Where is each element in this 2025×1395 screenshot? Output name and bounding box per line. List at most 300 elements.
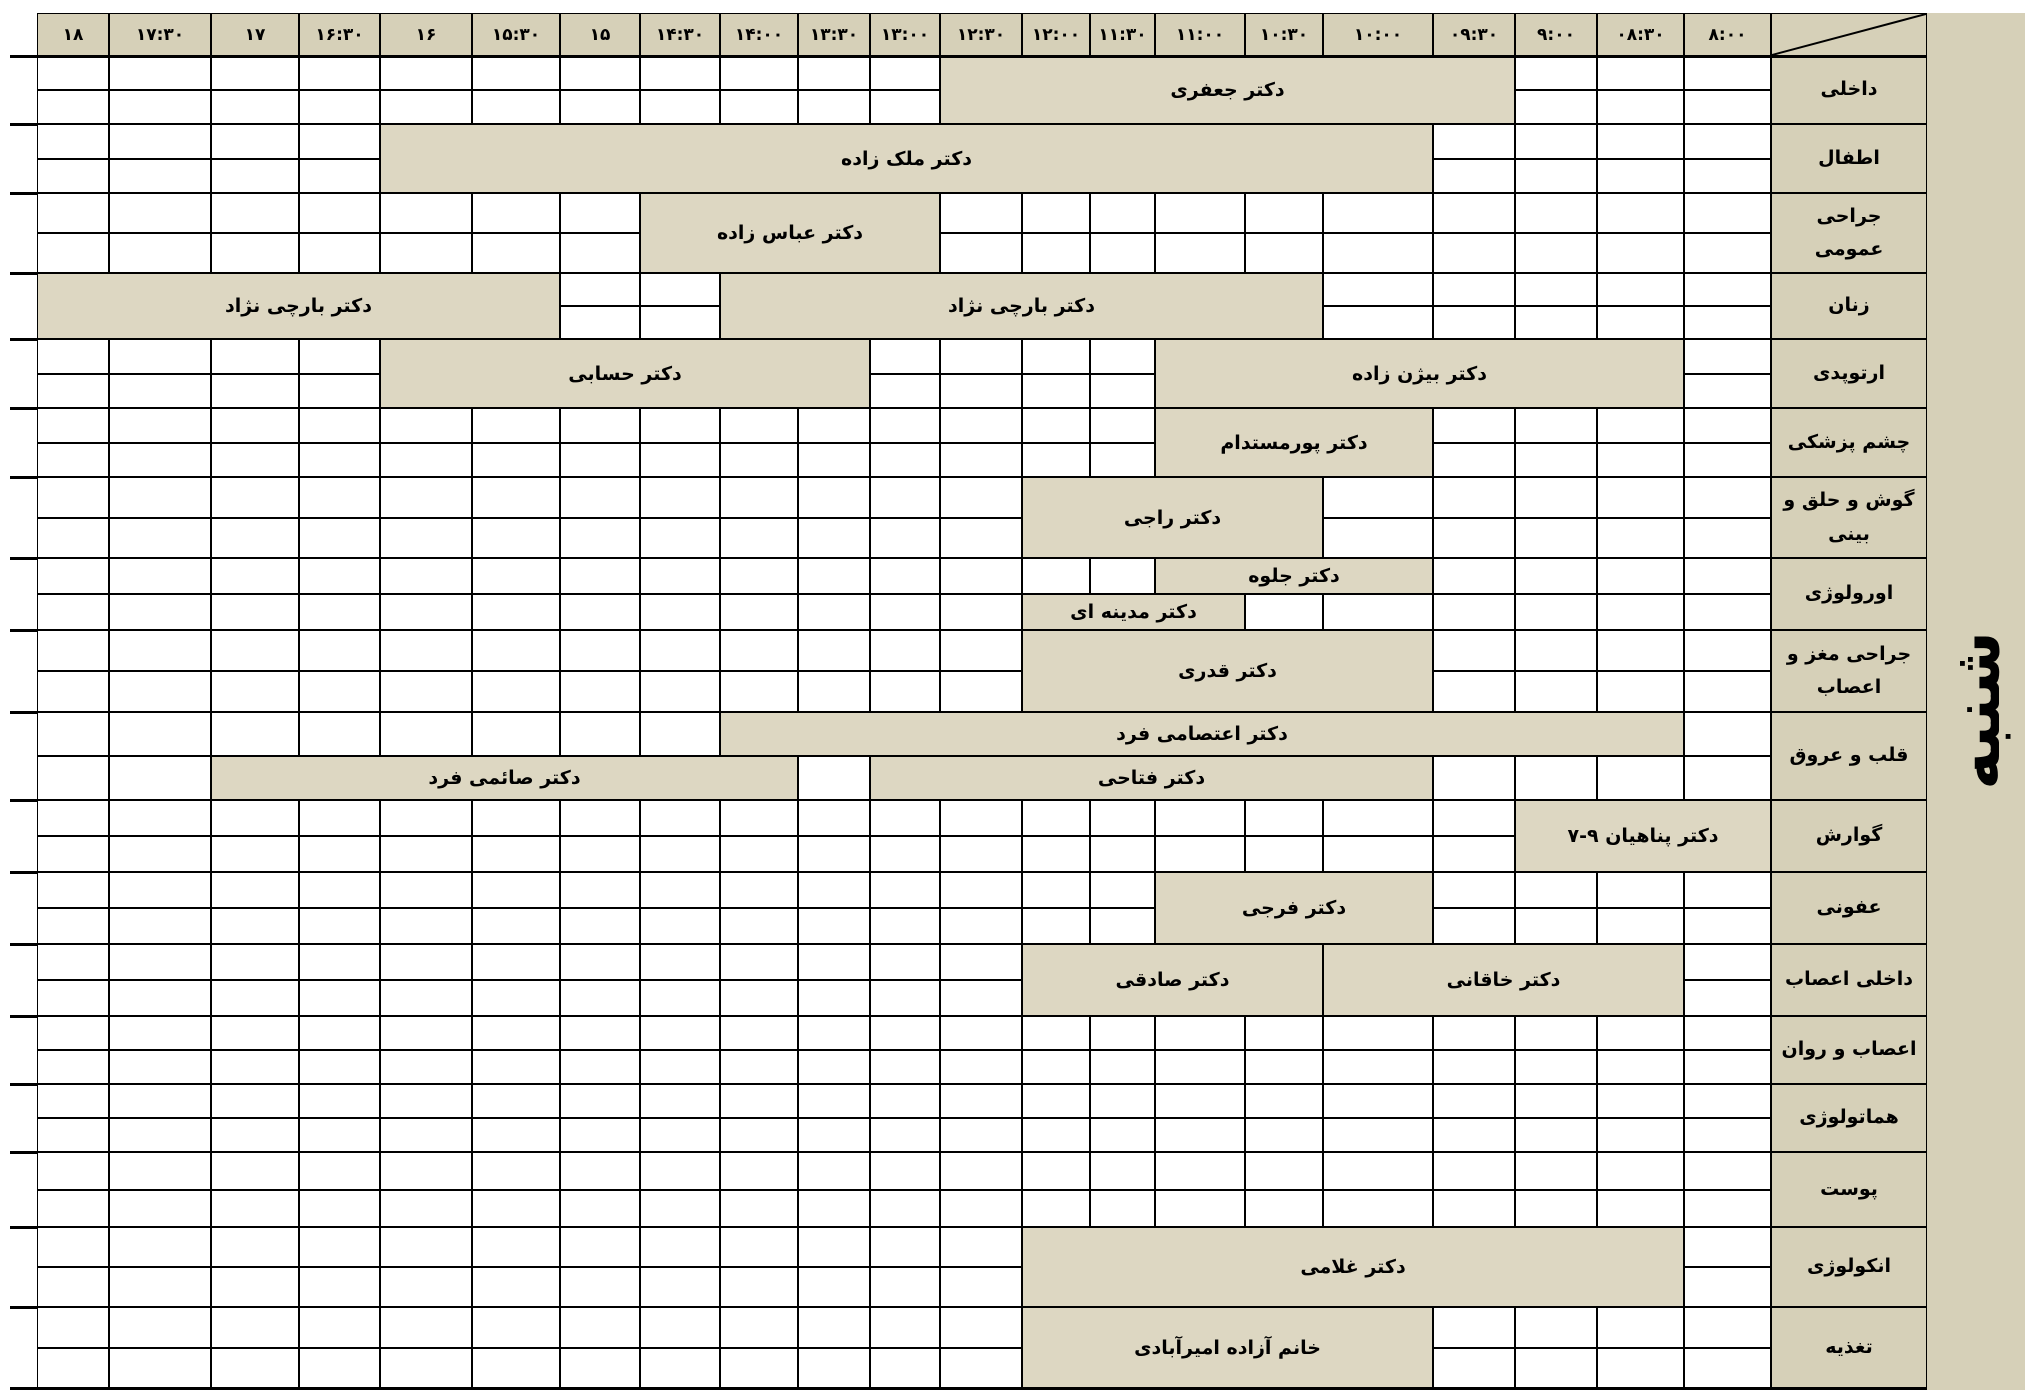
schedule-cell xyxy=(211,558,299,594)
schedule-cell xyxy=(299,1267,380,1307)
time-header: ۱۸ xyxy=(37,13,109,56)
schedule-cell xyxy=(1684,1118,1771,1152)
schedule-cell xyxy=(1155,1084,1245,1118)
schedule-cell xyxy=(720,1084,798,1118)
schedule-cell xyxy=(560,443,640,477)
schedule-cell xyxy=(1684,374,1771,408)
time-header: ۱۳:۳۰ xyxy=(798,13,870,56)
schedule-cell xyxy=(940,1118,1022,1152)
schedule-cell xyxy=(299,908,380,944)
doctor-session: دکتر پناهیان ۹-۷ xyxy=(1515,800,1771,872)
schedule-cell xyxy=(1155,1152,1245,1190)
schedule-cell xyxy=(1515,1307,1597,1348)
schedule-cell xyxy=(1090,1190,1155,1227)
schedule-cell xyxy=(1090,233,1155,273)
schedule-cell xyxy=(37,518,109,558)
schedule-cell xyxy=(1090,1050,1155,1084)
schedule-cell xyxy=(940,1348,1022,1388)
schedule-cell xyxy=(472,90,560,124)
schedule-cell xyxy=(720,800,798,836)
schedule-cell xyxy=(940,1050,1022,1084)
schedule-cell xyxy=(940,558,1022,594)
department-label: عفونی xyxy=(1771,872,1927,944)
schedule-cell xyxy=(940,1016,1022,1050)
schedule-cell xyxy=(1597,159,1684,193)
schedule-cell xyxy=(560,1227,640,1267)
schedule-cell xyxy=(1245,1016,1323,1050)
schedule-cell xyxy=(1515,124,1597,159)
schedule-cell xyxy=(1515,1190,1597,1227)
time-header: ۱۵:۳۰ xyxy=(472,13,560,56)
schedule-cell xyxy=(37,1348,109,1388)
schedule-cell xyxy=(472,908,560,944)
schedule-cell xyxy=(640,800,720,836)
schedule-cell xyxy=(1323,193,1433,233)
schedule-cell xyxy=(472,1227,560,1267)
schedule-cell xyxy=(720,518,798,558)
schedule-cell xyxy=(560,477,640,518)
schedule-cell xyxy=(380,836,472,872)
schedule-cell xyxy=(1245,1118,1323,1152)
schedule-cell xyxy=(640,1118,720,1152)
schedule-cell xyxy=(940,872,1022,908)
schedule-cell xyxy=(299,408,380,443)
department-label: چشم پزشکی xyxy=(1771,408,1927,477)
schedule-cell xyxy=(720,872,798,908)
schedule-cell xyxy=(109,558,211,594)
schedule-cell xyxy=(870,443,940,477)
schedule-cell xyxy=(299,1152,380,1190)
schedule-cell xyxy=(380,944,472,980)
schedule-cell xyxy=(109,1267,211,1307)
schedule-cell xyxy=(109,1190,211,1227)
schedule-cell xyxy=(560,56,640,90)
schedule-cell xyxy=(940,1307,1022,1348)
schedule-cell xyxy=(1597,594,1684,630)
time-header: ۱۰:۳۰ xyxy=(1245,13,1323,56)
schedule-cell xyxy=(1022,1190,1090,1227)
department-label: هماتولوژی xyxy=(1771,1084,1927,1152)
schedule-cell xyxy=(560,1118,640,1152)
schedule-cell xyxy=(870,1152,940,1190)
schedule-cell xyxy=(37,1190,109,1227)
schedule-cell xyxy=(1597,56,1684,90)
schedule-cell xyxy=(37,756,109,800)
department-label: اطفال xyxy=(1771,124,1927,193)
schedule-cell xyxy=(1515,1050,1597,1084)
schedule-cell xyxy=(940,518,1022,558)
schedule-cell xyxy=(211,1084,299,1118)
schedule-cell xyxy=(1433,1348,1515,1388)
schedule-cell xyxy=(1433,408,1515,443)
schedule-cell xyxy=(37,159,109,193)
schedule-cell xyxy=(1323,594,1433,630)
schedule-cell xyxy=(1515,443,1597,477)
schedule-cell xyxy=(211,193,299,233)
schedule-cell xyxy=(299,477,380,518)
schedule-cell xyxy=(1245,233,1323,273)
schedule-cell xyxy=(940,594,1022,630)
schedule-cell xyxy=(299,1227,380,1267)
schedule-cell xyxy=(37,1307,109,1348)
schedule-cell xyxy=(211,980,299,1016)
schedule-cell xyxy=(870,558,940,594)
schedule-cell xyxy=(37,124,109,159)
doctor-session: دکتر صادقی xyxy=(1022,944,1323,1016)
schedule-cell xyxy=(1684,477,1771,518)
schedule-cell xyxy=(720,1267,798,1307)
schedule-cell xyxy=(798,1118,870,1152)
schedule-cell xyxy=(798,908,870,944)
schedule-cell xyxy=(640,1050,720,1084)
schedule-cell xyxy=(1684,872,1771,908)
schedule-cell xyxy=(299,1307,380,1348)
schedule-cell xyxy=(1515,671,1597,712)
schedule-cell xyxy=(472,477,560,518)
schedule-cell xyxy=(940,233,1022,273)
department-label: انکولوژی xyxy=(1771,1227,1927,1307)
schedule-cell xyxy=(472,671,560,712)
schedule-cell xyxy=(37,443,109,477)
schedule-cell xyxy=(299,980,380,1016)
schedule-cell xyxy=(1597,908,1684,944)
schedule-cell xyxy=(940,339,1022,374)
schedule-cell xyxy=(109,1118,211,1152)
schedule-cell xyxy=(1022,836,1090,872)
time-header: ۱۱:۰۰ xyxy=(1155,13,1245,56)
schedule-cell xyxy=(1433,306,1515,339)
schedule-cell xyxy=(1515,594,1597,630)
schedule-cell xyxy=(211,124,299,159)
schedule-cell xyxy=(472,193,560,233)
doctor-session: دکتر بیژن زاده xyxy=(1155,339,1684,408)
department-label: زنان xyxy=(1771,273,1927,339)
schedule-cell xyxy=(1433,1190,1515,1227)
schedule-cell xyxy=(1323,518,1433,558)
schedule-cell xyxy=(640,630,720,671)
schedule-cell xyxy=(560,306,640,339)
schedule-cell xyxy=(798,408,870,443)
schedule-cell xyxy=(1684,1267,1771,1307)
schedule-cell xyxy=(380,800,472,836)
schedule-cell xyxy=(380,1118,472,1152)
schedule-cell xyxy=(472,800,560,836)
schedule-cell xyxy=(109,193,211,233)
schedule-cell xyxy=(720,443,798,477)
schedule-cell xyxy=(1597,1118,1684,1152)
schedule-cell xyxy=(940,944,1022,980)
schedule-cell xyxy=(560,671,640,712)
schedule-cell xyxy=(870,1084,940,1118)
schedule-cell xyxy=(472,558,560,594)
schedule-cell xyxy=(380,671,472,712)
schedule-cell xyxy=(380,408,472,443)
schedule-cell xyxy=(940,193,1022,233)
schedule-cell xyxy=(1684,193,1771,233)
schedule-cell xyxy=(472,56,560,90)
schedule-cell xyxy=(37,1267,109,1307)
schedule-cell xyxy=(211,1152,299,1190)
schedule-cell xyxy=(1684,124,1771,159)
schedule-cell xyxy=(798,872,870,908)
schedule-cell xyxy=(1090,193,1155,233)
schedule-cell xyxy=(1155,1190,1245,1227)
schedule-cell xyxy=(1090,1084,1155,1118)
schedule-cell xyxy=(560,908,640,944)
schedule-cell xyxy=(1684,1190,1771,1227)
schedule-cell xyxy=(560,1050,640,1084)
schedule-cell xyxy=(640,671,720,712)
schedule-cell xyxy=(380,1190,472,1227)
schedule-table xyxy=(10,13,1927,1390)
schedule-cell xyxy=(109,944,211,980)
time-header: ۱۲:۰۰ xyxy=(1022,13,1090,56)
department-label: گوش و حلق و بینی xyxy=(1771,477,1927,558)
doctor-session: دکتر صائمی فرد xyxy=(211,756,798,800)
schedule-cell xyxy=(211,908,299,944)
schedule-cell xyxy=(798,1016,870,1050)
schedule-cell xyxy=(299,1348,380,1388)
time-header: ۱۷:۳۰ xyxy=(109,13,211,56)
schedule-cell xyxy=(560,1348,640,1388)
schedule-cell xyxy=(640,980,720,1016)
doctor-session: دکتر غلامی xyxy=(1022,1227,1684,1307)
doctor-session: دکتر جلوه xyxy=(1155,558,1433,594)
schedule-cell xyxy=(870,1307,940,1348)
schedule-cell xyxy=(1022,443,1090,477)
schedule-cell xyxy=(299,872,380,908)
schedule-cell xyxy=(560,233,640,273)
time-header: ۱۰:۰۰ xyxy=(1323,13,1433,56)
schedule-cell xyxy=(211,1118,299,1152)
schedule-cell xyxy=(1684,671,1771,712)
schedule-cell xyxy=(798,944,870,980)
schedule-cell xyxy=(1433,1152,1515,1190)
schedule-cell xyxy=(211,408,299,443)
schedule-cell xyxy=(870,1118,940,1152)
schedule-cell xyxy=(1090,836,1155,872)
schedule-cell xyxy=(720,1348,798,1388)
schedule-cell xyxy=(1433,630,1515,671)
schedule-cell xyxy=(109,408,211,443)
schedule-cell xyxy=(560,872,640,908)
schedule-cell xyxy=(1022,374,1090,408)
schedule-cell xyxy=(1515,306,1597,339)
schedule-cell xyxy=(940,374,1022,408)
department-label: ارتوپدی xyxy=(1771,339,1927,408)
schedule-cell xyxy=(640,518,720,558)
schedule-cell xyxy=(1245,193,1323,233)
schedule-cell xyxy=(109,1016,211,1050)
table-corner-cell xyxy=(1771,13,1927,56)
schedule-cell xyxy=(798,594,870,630)
schedule-cell xyxy=(720,671,798,712)
department-label: اعصاب و روان xyxy=(1771,1016,1927,1084)
time-header: ۱۵ xyxy=(560,13,640,56)
doctor-session: دکتر عباس زاده xyxy=(640,193,940,273)
department-label: تغذیه xyxy=(1771,1307,1927,1388)
schedule-cell xyxy=(380,443,472,477)
schedule-cell xyxy=(870,1267,940,1307)
time-header: ۱۲:۳۰ xyxy=(940,13,1022,56)
schedule-cell xyxy=(1323,1118,1433,1152)
schedule-cell xyxy=(1323,1190,1433,1227)
schedule-cell xyxy=(1323,800,1433,836)
schedule-cell xyxy=(720,558,798,594)
schedule-cell xyxy=(870,671,940,712)
doctor-session: دکتر مدینه ای xyxy=(1022,594,1245,630)
schedule-cell xyxy=(109,443,211,477)
schedule-cell xyxy=(940,800,1022,836)
schedule-cell xyxy=(1323,233,1433,273)
schedule-cell xyxy=(798,980,870,1016)
schedule-cell xyxy=(1597,408,1684,443)
department-label: قلب و عروق xyxy=(1771,712,1927,800)
schedule-cell xyxy=(380,193,472,233)
schedule-cell xyxy=(211,443,299,477)
schedule-cell xyxy=(472,630,560,671)
schedule-cell xyxy=(1684,1016,1771,1050)
schedule-cell xyxy=(1515,1118,1597,1152)
schedule-cell xyxy=(940,1152,1022,1190)
schedule-cell xyxy=(37,800,109,836)
schedule-cell xyxy=(109,630,211,671)
schedule-cell xyxy=(1155,800,1245,836)
schedule-cell xyxy=(1597,1348,1684,1388)
schedule-cell xyxy=(109,594,211,630)
schedule-cell xyxy=(1022,339,1090,374)
schedule-cell xyxy=(299,518,380,558)
schedule-cell xyxy=(1433,443,1515,477)
schedule-cell xyxy=(1245,1084,1323,1118)
schedule-cell xyxy=(472,836,560,872)
department-label: اورولوژی xyxy=(1771,558,1927,630)
schedule-cell xyxy=(211,518,299,558)
schedule-cell xyxy=(1515,273,1597,306)
schedule-cell xyxy=(211,872,299,908)
schedule-cell xyxy=(560,630,640,671)
schedule-cell xyxy=(560,1307,640,1348)
schedule-cell xyxy=(37,1118,109,1152)
schedule-cell xyxy=(299,594,380,630)
schedule-cell xyxy=(472,1016,560,1050)
schedule-cell xyxy=(870,408,940,443)
schedule-cell xyxy=(472,1307,560,1348)
schedule-cell xyxy=(1090,1016,1155,1050)
schedule-cell xyxy=(870,800,940,836)
schedule-cell xyxy=(380,1348,472,1388)
schedule-cell xyxy=(720,594,798,630)
schedule-cell xyxy=(1433,594,1515,630)
schedule-cell xyxy=(299,836,380,872)
schedule-cell xyxy=(798,1307,870,1348)
schedule-cell xyxy=(380,1307,472,1348)
schedule-cell xyxy=(211,800,299,836)
schedule-cell xyxy=(560,193,640,233)
schedule-cell xyxy=(720,1307,798,1348)
schedule-cell xyxy=(798,800,870,836)
schedule-cell xyxy=(1597,90,1684,124)
schedule-cell xyxy=(472,1084,560,1118)
schedule-cell xyxy=(640,1227,720,1267)
schedule-cell xyxy=(380,477,472,518)
schedule-cell xyxy=(1245,836,1323,872)
schedule-cell xyxy=(380,233,472,273)
schedule-cell xyxy=(37,630,109,671)
schedule-cell xyxy=(472,408,560,443)
schedule-cell xyxy=(1433,518,1515,558)
schedule-cell xyxy=(1323,1084,1433,1118)
schedule-cell xyxy=(299,712,380,756)
schedule-cell xyxy=(798,443,870,477)
schedule-cell xyxy=(1684,518,1771,558)
schedule-cell xyxy=(640,90,720,124)
schedule-cell xyxy=(380,1084,472,1118)
schedule-cell xyxy=(1684,90,1771,124)
schedule-cell xyxy=(299,56,380,90)
schedule-cell xyxy=(1515,233,1597,273)
schedule-cell xyxy=(798,56,870,90)
time-header: ۱۴:۳۰ xyxy=(640,13,720,56)
schedule-cell xyxy=(37,408,109,443)
schedule-cell xyxy=(1245,594,1323,630)
schedule-cell xyxy=(1022,1016,1090,1050)
schedule-cell xyxy=(640,1152,720,1190)
schedule-cell xyxy=(940,408,1022,443)
schedule-cell xyxy=(472,712,560,756)
day-label-text: شنبه xyxy=(1937,630,2015,790)
schedule-cell xyxy=(109,1152,211,1190)
schedule-cell xyxy=(380,90,472,124)
schedule-cell xyxy=(1515,1348,1597,1388)
schedule-cell xyxy=(640,1267,720,1307)
schedule-cell xyxy=(1323,1152,1433,1190)
schedule-cell xyxy=(37,1050,109,1084)
schedule-cell xyxy=(1155,233,1245,273)
schedule-cell xyxy=(109,518,211,558)
schedule-cell xyxy=(1515,1016,1597,1050)
schedule-cell xyxy=(720,1118,798,1152)
schedule-cell xyxy=(1022,1084,1090,1118)
department-label: گوارش xyxy=(1771,800,1927,872)
schedule-cell xyxy=(1515,872,1597,908)
schedule-cell xyxy=(940,671,1022,712)
schedule-cell xyxy=(1090,374,1155,408)
schedule-cell xyxy=(798,1084,870,1118)
schedule-cell xyxy=(37,1227,109,1267)
schedule-cell xyxy=(640,443,720,477)
doctor-session: دکتر ملک زاده xyxy=(380,124,1433,193)
time-header: ۱۶:۳۰ xyxy=(299,13,380,56)
schedule-cell xyxy=(870,518,940,558)
schedule-cell xyxy=(1684,1152,1771,1190)
schedule-cell xyxy=(1155,1050,1245,1084)
doctor-session: دکتر اعتصامی فرد xyxy=(720,712,1684,756)
doctor-session: دکتر بارچی نژاد xyxy=(37,273,560,339)
schedule-cell xyxy=(560,518,640,558)
schedule-cell xyxy=(720,908,798,944)
schedule-cell xyxy=(560,712,640,756)
schedule-cell xyxy=(1684,306,1771,339)
doctor-session: دکتر قدری xyxy=(1022,630,1433,712)
schedule-cell xyxy=(798,836,870,872)
schedule-cell xyxy=(1515,756,1597,800)
schedule-cell xyxy=(37,339,109,374)
schedule-cell xyxy=(1684,56,1771,90)
schedule-cell xyxy=(1684,1307,1771,1348)
schedule-cell xyxy=(1515,518,1597,558)
schedule-cell xyxy=(1433,558,1515,594)
